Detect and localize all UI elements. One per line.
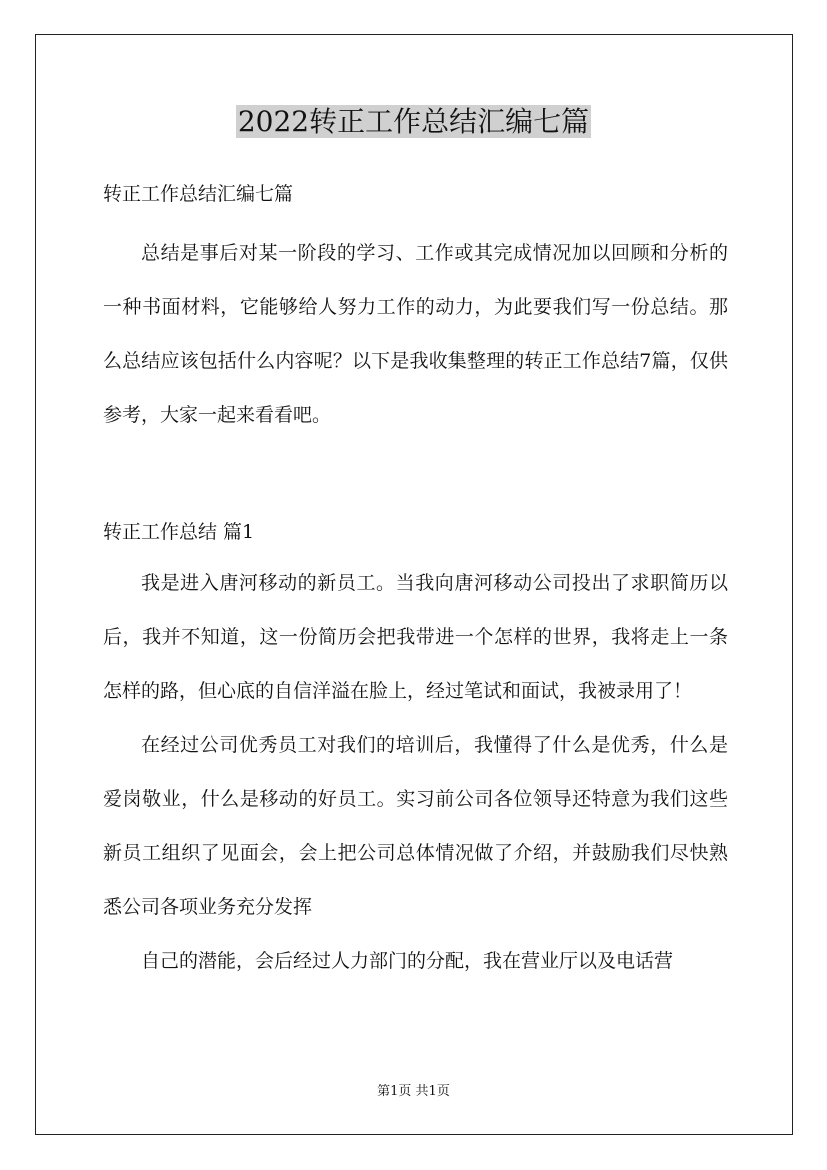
document-title [0, 102, 827, 142]
section-heading: 转正工作总结 篇1 [103, 521, 255, 543]
section-paragraph-3: 自己的潜能，会后经过人力部门的分配，我在营业厅以及电话营 [141, 950, 674, 972]
section-paragraph-1: 我是进入唐河移动的新员工。当我向唐河移动公司投出了求职简历以后，我并不知道，这一份简历会把我带进一个怎样的世界，我将走上一条怎样的路，但心底的自信洋溢在脸上，经过笔试和面试，我被录用了！ [103, 572, 728, 702]
document-title-text: 2022转正工作总结汇编七篇 [237, 105, 590, 138]
document-body [103, 172, 728, 988]
document-subtitle: 转正工作总结汇编七篇 [103, 183, 294, 205]
page-footer: 第1页 共1页 [377, 1084, 450, 1099]
section-paragraph-2: 在经过公司优秀员工对我们的培训后，我懂得了什么是优秀，什么是爱岗敬业，什么是移动的好员工。实习前公司各位领导还特意为我们这些新员工组织了见面会，会上把公司总体情况做了介绍，并鼓励我们尽快熟悉公司各项业务充分发挥 [103, 734, 728, 918]
intro-paragraph: 总结是事后对某一阶段的学习、工作或其完成情况加以回顾和分析的一种书面材料，它能够给人努力工作的动力，为此要我们写一份总结。那么总结应该包括什么内容呢？以下是我收集整理的转正工作总结7篇，仅供参考，大家一起来看看吧。 [103, 242, 728, 426]
